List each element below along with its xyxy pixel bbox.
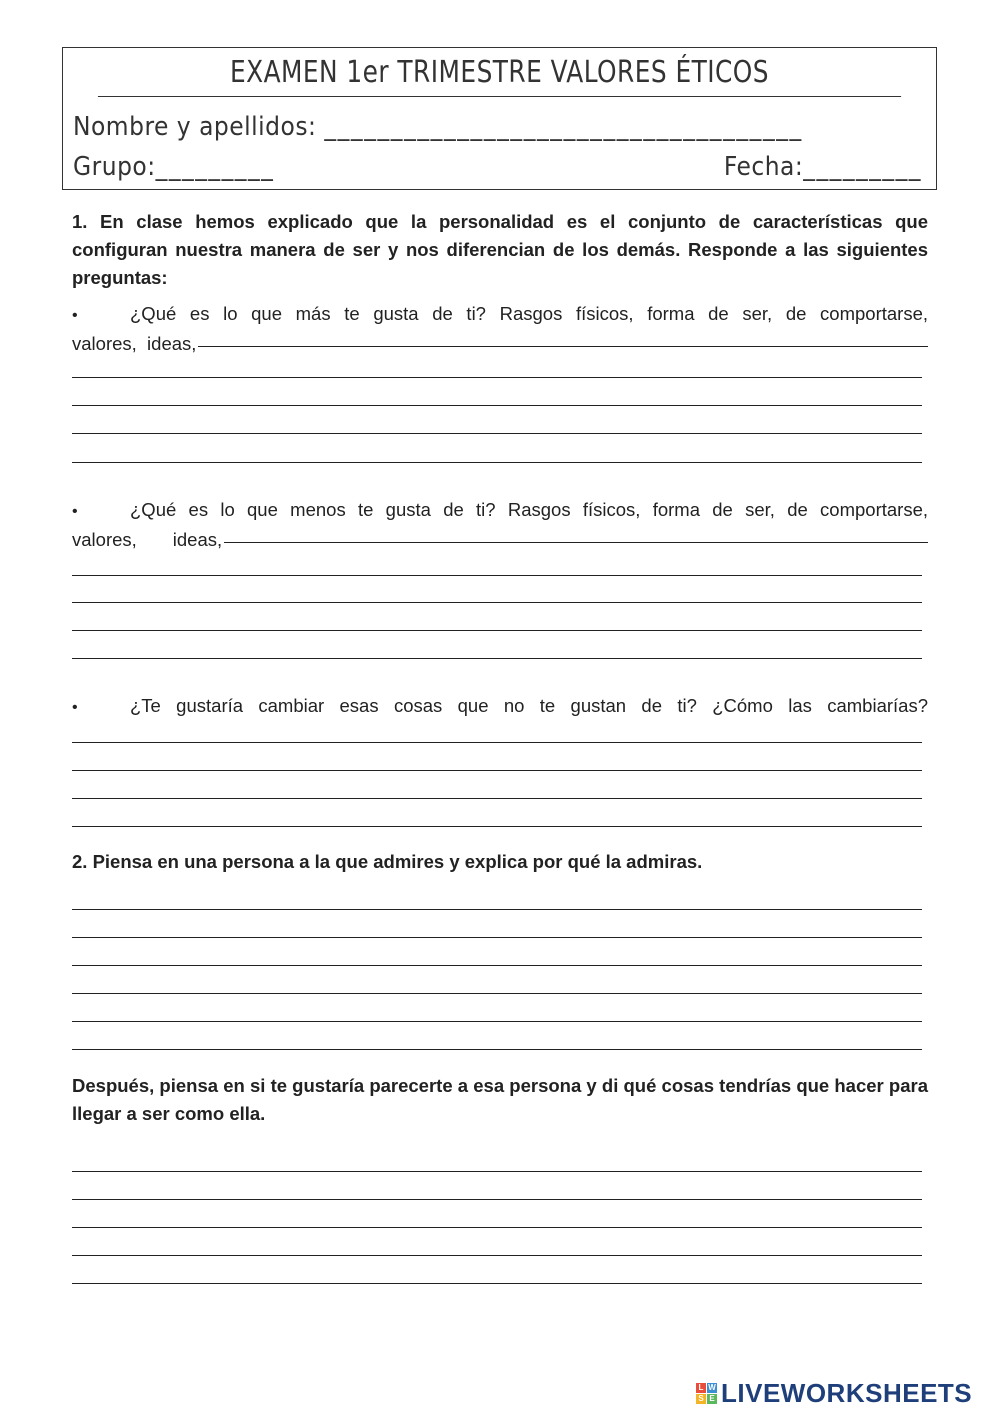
bullet-2-dot: • [72, 503, 78, 520]
answer-line[interactable] [72, 1255, 922, 1256]
answer-line[interactable] [72, 433, 922, 434]
answer-line[interactable] [72, 575, 922, 576]
answer-line[interactable] [72, 377, 922, 378]
group-label: Grupo: [73, 152, 156, 182]
answer-line[interactable] [72, 1199, 922, 1200]
liveworksheets-logo [696, 1378, 972, 1409]
bullet-1-question: ¿Qué es lo que más te gusta de ti? Rasgos físicos, forma de ser, de comportarse, [130, 303, 928, 324]
logo-mark [696, 1383, 717, 1404]
bullet-1 [72, 300, 928, 358]
bullet-2 [72, 496, 928, 554]
name-field[interactable] [73, 112, 922, 142]
exam-title: EXAMEN 1er TRIMESTRE VALORES ÉTICOS [98, 48, 901, 97]
answer-line[interactable] [72, 405, 922, 406]
question-2-prompt: 2. Piensa en una persona a la que admires y explica por qué la admiras. [72, 851, 703, 872]
logo-square-l: L [696, 1383, 706, 1393]
answer-line[interactable] [72, 909, 922, 910]
answer-line[interactable] [72, 1227, 922, 1228]
bullet-3-question: ¿Te gustaría cambiar esas cosas que no te gustan de ti? ¿Cómo las cambiarías? [130, 695, 928, 716]
answer-line[interactable] [72, 965, 922, 966]
answer-line[interactable] [72, 1049, 922, 1050]
question-1-intro: 1. En clase hemos explicado que la personalidad es el conjunto de características que configuran nuestra manera de ser y nos diferencian de los demás. Responde a las siguientes preguntas: [72, 211, 928, 288]
logo-square-e: E [707, 1394, 717, 1404]
group-field[interactable] [73, 152, 274, 182]
answer-line[interactable] [72, 826, 922, 827]
answer-line[interactable] [72, 798, 922, 799]
answer-line[interactable] [72, 462, 922, 463]
answer-line[interactable] [72, 602, 922, 603]
answer-line[interactable] [72, 1171, 922, 1172]
bullet-1-dot: • [72, 307, 78, 324]
group-blank[interactable]: _________ [155, 152, 275, 182]
answer-line[interactable] [72, 658, 922, 659]
bullet-2-continuation: valores, ideas, [72, 529, 223, 550]
logo-square-s: S [696, 1394, 706, 1404]
header-box [62, 47, 937, 190]
date-blank[interactable]: _________ [803, 152, 922, 182]
name-label: Nombre y apellidos: [73, 112, 317, 142]
bullet-1-inline-answer-line[interactable] [198, 345, 928, 347]
bullet-2-question: ¿Qué es lo que menos te gusta de ti? Rasgos físicos, forma de ser, de comportarse, [130, 499, 928, 520]
answer-line[interactable] [72, 630, 922, 631]
bullet-1-continuation: valores, ideas, [72, 333, 197, 354]
answer-line[interactable] [72, 742, 922, 743]
answer-line[interactable] [72, 1021, 922, 1022]
bullet-3 [72, 692, 928, 722]
question-3-prompt: Después, piensa en si te gustaría parecerte a esa persona y di qué cosas tendrías que hacer para llegar a ser como ella. [72, 1075, 928, 1124]
answer-line[interactable] [72, 937, 922, 938]
answer-line[interactable] [72, 1283, 922, 1284]
date-label: Fecha: [723, 152, 804, 182]
logo-square-w: W [708, 1383, 716, 1392]
logo-text: LIVEWORKSHEETS [721, 1378, 973, 1408]
group-date-row [73, 152, 922, 182]
bullet-2-inline-answer-line[interactable] [224, 541, 928, 543]
answer-line[interactable] [72, 770, 922, 771]
answer-line[interactable] [72, 993, 922, 994]
date-field[interactable] [724, 152, 922, 182]
bullet-3-dot: • [72, 699, 78, 716]
name-blank[interactable]: ____________________________________ [324, 112, 803, 142]
